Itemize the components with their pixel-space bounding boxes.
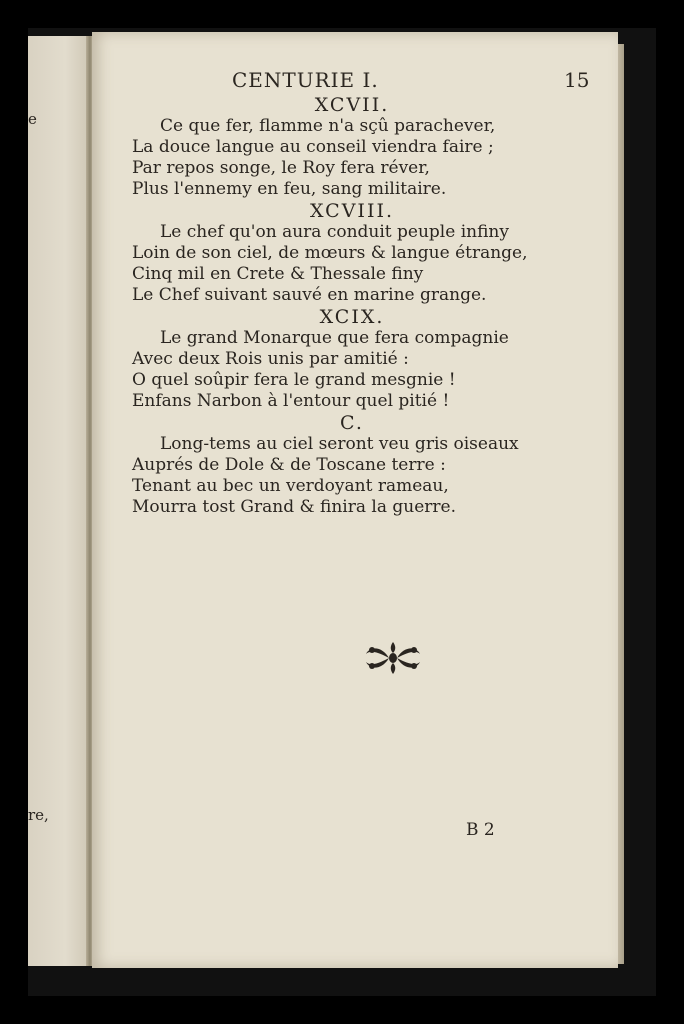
quatrain-numeral: C. [340, 412, 364, 434]
page-header [92, 68, 618, 94]
left-page-edge [28, 36, 90, 966]
verse-line: Cinq mil en Crete & Thessale finy [132, 264, 424, 284]
verse-line: Le grand Monarque que fera compagnie [160, 328, 509, 348]
quatrain-numeral: XCIX. [319, 306, 385, 328]
left-page-fragment-top: e [28, 110, 37, 128]
verse-line: O quel soûpir fera le grand mesgnie ! [132, 370, 456, 390]
scan-frame [28, 28, 656, 996]
quatrain [132, 412, 572, 518]
verse-line: Loin de son ciel, de mœurs & langue étrange, [132, 243, 528, 263]
quatrain [132, 306, 572, 412]
left-page-fragment-bottom: re, [28, 806, 49, 824]
signature-mark: B 2 [466, 820, 495, 840]
quatrain-numeral: XCVIII. [309, 200, 394, 222]
verse-line: Par repos songe, le Roy fera réver, [132, 158, 430, 178]
quatrain-block [132, 94, 572, 518]
verse-line: Mourra tost Grand & finira la guerre. [132, 497, 456, 517]
verse-line: Plus l'ennemy en feu, sang militaire. [132, 179, 447, 199]
running-head: CENTURIE I. [232, 68, 379, 92]
verse-line: Auprés de Dole & de Toscane terre : [132, 455, 446, 475]
verse-line: Enfans Narbon à l'entour quel pitié ! [132, 391, 450, 411]
verse-line: La douce langue au conseil viendra faire ; [132, 137, 494, 157]
verse-line: Ce que fer, flamme n'a sçû parachever, [160, 116, 496, 136]
verse-line: Long-tems au ciel seront veu gris oiseaux [160, 434, 519, 454]
page-number: 15 [564, 68, 590, 92]
fleuron-ornament [362, 638, 424, 678]
verse-line: Avec deux Rois unis par amitié : [132, 349, 409, 369]
right-page [92, 32, 618, 968]
quatrain [132, 94, 572, 200]
verse-line: Le chef qu'on aura conduit peuple infiny [160, 222, 509, 242]
verse-line: Le Chef suivant sauvé en marine grange. [132, 285, 487, 305]
quatrain [132, 200, 572, 306]
verse-line: Tenant au bec un verdoyant rameau, [132, 476, 449, 496]
quatrain-numeral: XCVII. [314, 94, 390, 116]
